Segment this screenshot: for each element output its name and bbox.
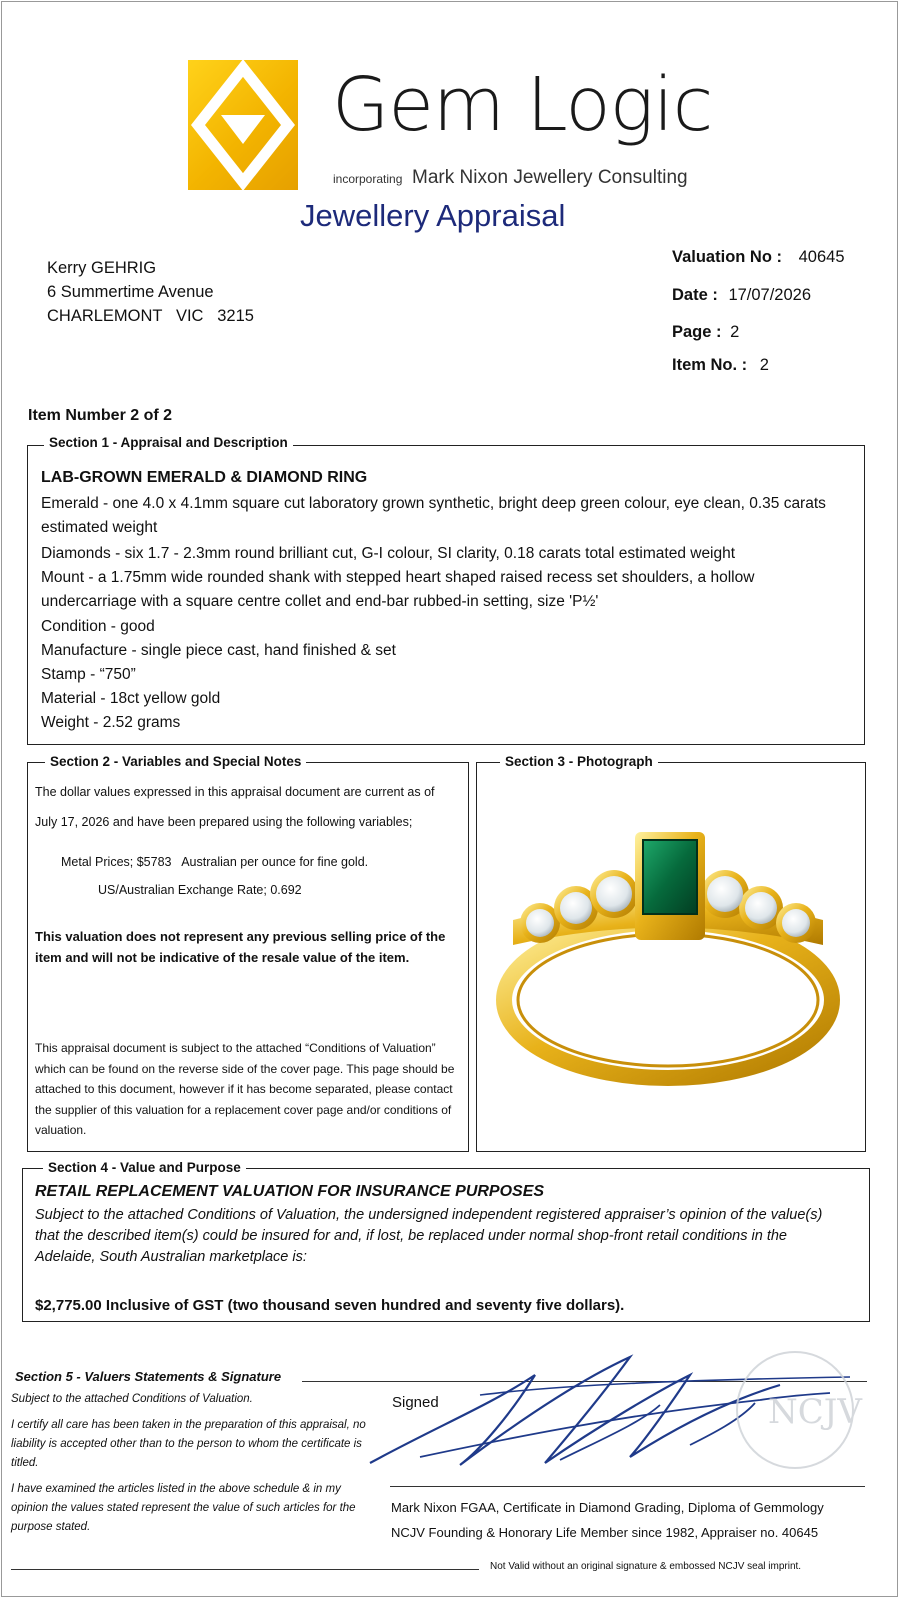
client-name: Kerry GEHRIG xyxy=(47,259,157,277)
consulting-name: Mark Nixon Jewellery Consulting xyxy=(412,167,688,188)
item-no-row xyxy=(672,356,769,375)
weight-line: Weight - 2.52 grams xyxy=(41,714,181,731)
subject-to-conditions: Subject to the attached Conditions of Valuation. xyxy=(11,1393,253,1405)
document-title: Jewellery Appraisal xyxy=(300,198,566,233)
valuation-no-label: Valuation No : xyxy=(672,248,783,266)
manufacture-line: Manufacture - single piece cast, hand finished & set xyxy=(41,642,396,659)
valuation-no-value: 40645 xyxy=(798,248,845,266)
signature-rule xyxy=(390,1486,865,1487)
exchange-rate: US/Australian Exchange Rate; 0.692 xyxy=(98,883,302,897)
valuation-purpose-title: RETAIL REPLACEMENT VALUATION FOR INSURANCE PURPOSES xyxy=(35,1183,545,1200)
item-title: LAB-GROWN EMERALD & DIAMOND RING xyxy=(41,469,368,486)
ring-photograph xyxy=(478,770,864,1150)
bottom-rule xyxy=(11,1569,479,1570)
appraiser-credentials-line2: NCJV Founding & Honorary Life Member since 1982, Appraiser no. 40645 xyxy=(391,1525,819,1540)
section-1-heading: Section 1 - Appraisal and Description xyxy=(44,435,293,450)
section-2-heading: Section 2 - Variables and Special Notes xyxy=(45,754,306,769)
stamp-line: Stamp - “750” xyxy=(41,666,136,683)
signed-label: Signed xyxy=(392,1394,439,1411)
mount-description: Mount - a 1.75mm wide rounded shank with stepped heart shaped raised recess set shoulders, a hollow undercarriage with a square centre collet and end-bar rubbed-in setting, size 'P½' xyxy=(41,569,755,610)
page-row xyxy=(672,323,739,342)
date-row xyxy=(672,286,811,305)
client-address-block xyxy=(47,256,254,328)
validity-footnote: Not Valid without an original signature & embossed NCJV seal imprint. xyxy=(490,1561,802,1572)
conditions-note: This appraisal document is subject to the attached “Conditions of Valuation” which can be found on the reverse side of the cover page. This page should be attached to this document, however if it has become separated, please contact the supplier of this valuation for a replacement cover page and/or conditions of valuation. xyxy=(35,1041,455,1137)
valuation-number-row xyxy=(672,248,845,267)
client-address-line1: 6 Summertime Avenue xyxy=(47,283,214,301)
variables-intro-line2: July 17, 2026 and have been prepared using the following variables; xyxy=(35,815,413,829)
diamonds-description: Diamonds - six 1.7 - 2.3mm round brilliant cut, G-I colour, SI clarity, 0.18 carats total estimated weight xyxy=(41,545,736,562)
material-line: Material - 18ct yellow gold xyxy=(41,690,221,707)
valuation-purpose-body: Subject to the attached Conditions of Valuation, the undersigned independent registered appraiser’s opinion of the value(s) that the described item(s) could be insured for and, if lost, be replaced under normal shop-front retail conditions in the Adelaide, South Australian marketplace is: xyxy=(35,1207,823,1265)
metal-prices: Metal Prices; $5783 Australian per ounce for fine gold. xyxy=(61,855,369,869)
date-value: 17/07/2026 xyxy=(728,286,812,304)
item-number-heading: Item Number 2 of 2 xyxy=(28,407,173,424)
condition-line: Condition - good xyxy=(41,618,155,635)
certify-statement: I certify all care has been taken in the preparation of this appraisal, no liability is accepted other than to the person to whom the certificate is titled. xyxy=(11,1419,366,1469)
handwritten-signature xyxy=(360,1345,870,1485)
incorporating-label: incorporating xyxy=(333,172,403,186)
diamond-logo-icon xyxy=(188,60,298,190)
examined-statement: I have examined the articles listed in the above schedule & in my opinion the values stated represent the value of such articles for the purpose stated. xyxy=(11,1483,356,1533)
valuation-amount: $2,775.00 Inclusive of GST (two thousand seven hundred and seventy five dollars). xyxy=(35,1297,625,1314)
emerald-description: Emerald - one 4.0 x 4.1mm square cut laboratory grown synthetic, bright deep green colour, eye clean, 0.35 carats estimated weight xyxy=(41,495,826,536)
section-4-heading: Section 4 - Value and Purpose xyxy=(43,1160,246,1175)
page-label: Page : xyxy=(672,323,722,341)
gem-logic-logo xyxy=(188,60,298,190)
item-no-label: Item No. : xyxy=(672,356,748,374)
appraiser-credentials-line1: Mark Nixon FGAA, Certificate in Diamond Grading, Diploma of Gemmology xyxy=(391,1500,824,1515)
date-label: Date : xyxy=(672,286,718,304)
page-value: 2 xyxy=(730,323,740,341)
section-5-heading: Section 5 - Valuers Statements & Signature xyxy=(15,1369,282,1384)
client-address-line2: CHARLEMONT VIC 3215 xyxy=(47,307,254,325)
variables-intro-line1: The dollar values expressed in this appraisal document are current as of xyxy=(35,785,435,799)
svg-text:NCJV: NCJV xyxy=(768,1392,862,1432)
resale-disclaimer: This valuation does not represent any previous selling price of the item and will not be indicative of the resale value of the item. xyxy=(35,929,446,965)
brand-name: Gem Logic xyxy=(332,62,713,148)
section-3-heading: Section 3 - Photograph xyxy=(500,754,658,769)
item-no-value: 2 xyxy=(759,356,769,374)
